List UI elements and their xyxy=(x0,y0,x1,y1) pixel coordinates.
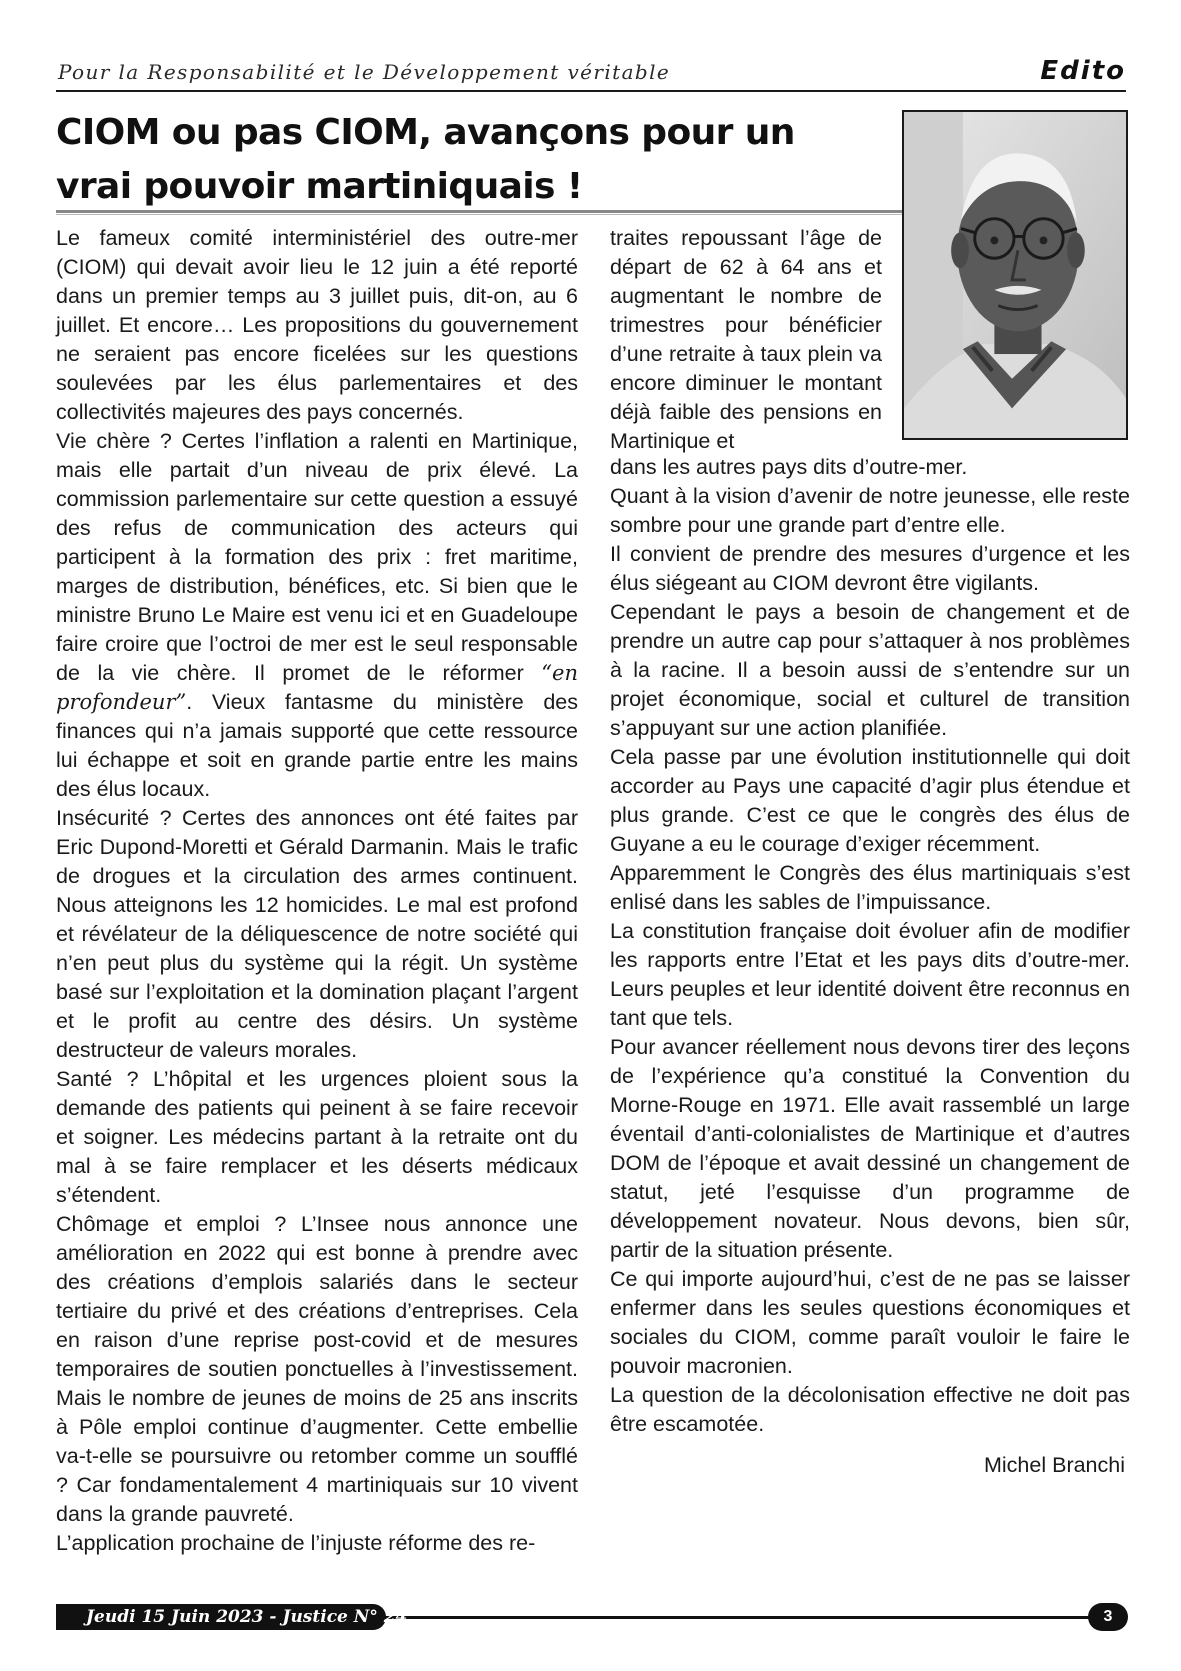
author-portrait xyxy=(902,110,1128,440)
article-paragraph-text: Vie chère ? Certes l’inflation a ralenti en Martinique, mais elle partait d’un niveau de prix élevé. La commission parlementaire sur cette question a essuyé des refus de communication des acteurs qui participent à la formation des prix : fret maritime, marges de distribution, bénéfices, etc. Si bien que le ministre Bruno Le Maire est venu ici et en Guadeloupe faire croire que l’octroi de mer est le seul responsable de la vie chère. Il promet de le réformer xyxy=(56,429,578,685)
article-paragraph: Le fameux comité interministériel des outre-mer (CIOM) qui devait avoir lieu le 12 juin a été reporté dans un premier temps au 3 juillet puis, dit-on, au 6 juillet. Et encore… Les propositions du gouvernement ne seraient pas encore ficelées sur les questions soulevées par les élus parlementaires et des collectivités majeures des pays concernés. xyxy=(56,226,578,424)
article-paragraph: dans les autres pays dits d’outre-mer. xyxy=(610,455,968,479)
article-paragraph xyxy=(56,427,578,804)
article-paragraph: L’application prochaine de l’injuste réforme des re- xyxy=(56,1531,536,1555)
article-paragraph: Cela passe par une évolution institutionnelle qui doit accorder au Pays une capacité d’agir plus étendue et plus grande. C’est ce que le congrès des élus de Guyane a eu le courage d’exiger récemment. xyxy=(610,745,1130,856)
article-paragraph: Pour avancer réellement nous devons tirer des leçons de l’expérience qu’a constitué la Convention du Morne-Rouge en 1971. Elle avait rassemblé un large éventail d’anti-colonialistes de Martinique et d’autres DOM de l’époque et avait dessiné un changement de statut, jeté l’esquisse d’un programme de développement novateur. Nous devons, bien sûr, partir de la situation présente. xyxy=(610,1035,1130,1262)
quoted-phrase: “en profondeur” xyxy=(56,661,578,714)
article-paragraph: La question de la décolonisation effective ne doit pas être escamotée. xyxy=(610,1383,1130,1436)
author-portrait-illustration xyxy=(904,112,1126,438)
issue-label: Jeudi 15 Juin 2023 - Justice N° 24 xyxy=(56,1604,386,1630)
article-paragraph: Quant à la vision d’avenir de notre jeunesse, elle reste sombre pour une grande part d’entre elle. xyxy=(610,484,1130,537)
headline-rule-shadow xyxy=(56,214,904,215)
article-column-left xyxy=(56,224,578,1558)
page-number: 3 xyxy=(1088,1603,1128,1631)
masthead-tagline: Pour la Responsabilité et le Développement véritable xyxy=(58,60,671,84)
article-column-right-narrow xyxy=(610,224,882,456)
headline-rule xyxy=(56,210,904,213)
article-paragraph-text: . Vieux fantasme du ministère des finances qui n’a jamais supporté que cette ressource lui échappe et soit en grande partie entre les mains des élus locaux. xyxy=(56,690,578,801)
masthead xyxy=(56,54,1126,94)
article-paragraph: Ce qui importe aujourd’hui, c’est de ne pas se laisser enfermer dans les seules questions économiques et sociales du CIOM, comme paraît vouloir le faire le pouvoir macronien. xyxy=(610,1267,1130,1378)
article-paragraph: La constitution française doit évoluer afin de modifier les rapports entre l’Etat et les pays dits d’outre-mer. Leurs peuples et leur identité doivent être reconnus en tant que tels. xyxy=(610,919,1130,1030)
article-paragraph: traites repoussant l’âge de départ de 62 à 64 ans et augmentant le nombre de trimestres pour bénéficier d’une retraite à taux plein va encore diminuer le montant déjà faible des pensions en Martinique et xyxy=(610,226,882,453)
article-paragraph: Apparemment le Congrès des élus martiniquais s’est enlisé dans les sables de l’impuissance. xyxy=(610,861,1130,914)
article-paragraph: Santé ? L’hôpital et les urgences ploient sous la demande des patients qui peinent à se faire recevoir et soigner. Les médecins partant à la retraite ont du mal à se faire remplacer et les déserts médicaux s’étendent. xyxy=(56,1067,578,1207)
article-paragraph: Cependant le pays a besoin de changement et de prendre un autre cap pour s’attaquer à nos problèmes à la racine. Il a besoin aussi de s’entendre sur un projet économique, social et culturel de transition s’appuyant sur une action planifiée. xyxy=(610,600,1130,740)
headline: CIOM ou pas CIOM, avançons pour un vrai pouvoir martiniquais ! xyxy=(56,112,795,207)
article-paragraph: Chômage et emploi ? L’Insee nous annonce une amélioration en 2022 qui est bonne à prendre avec des créations d’emplois salariés dans le secteur tertiaire du privé et des créations d’entreprises. Cela en raison d’une reprise post-covid et de mesures temporaires de soutien ponctuelles à l’investissement. Mais le nombre de jeunes de moins de 25 ans inscrits à Pôle emploi continue d’augmenter. Cette embellie va-t-elle se poursuivre ou retomber comme un soufflé ? Car fondamentalement 4 martiniquais sur 10 vivent dans la grande pauvreté. xyxy=(56,1212,578,1526)
section-label: Edito xyxy=(1040,56,1126,86)
author-signature: Michel Branchi xyxy=(984,1453,1125,1477)
masthead-rule xyxy=(56,90,1126,92)
article-paragraph: Insécurité ? Certes des annonces ont été faites par Eric Dupond-Moretti et Gérald Darmanin. Mais le trafic de drogues et la circulation des armes continuent. Nous atteignons les 12 homicides. Le mal est profond et révélateur de la déliquescence de notre société qui n’en peut plus du système qui la régit. Un système basé sur l’exploitation et la domination plaçant l’argent et le profit au centre des désirs. Un système destructeur de valeurs morales. xyxy=(56,806,578,1062)
article-paragraph: Il convient de prendre des mesures d’urgence et les élus siégeant au CIOM devront être vigilants. xyxy=(610,542,1130,595)
article-column-right xyxy=(610,453,1130,1439)
